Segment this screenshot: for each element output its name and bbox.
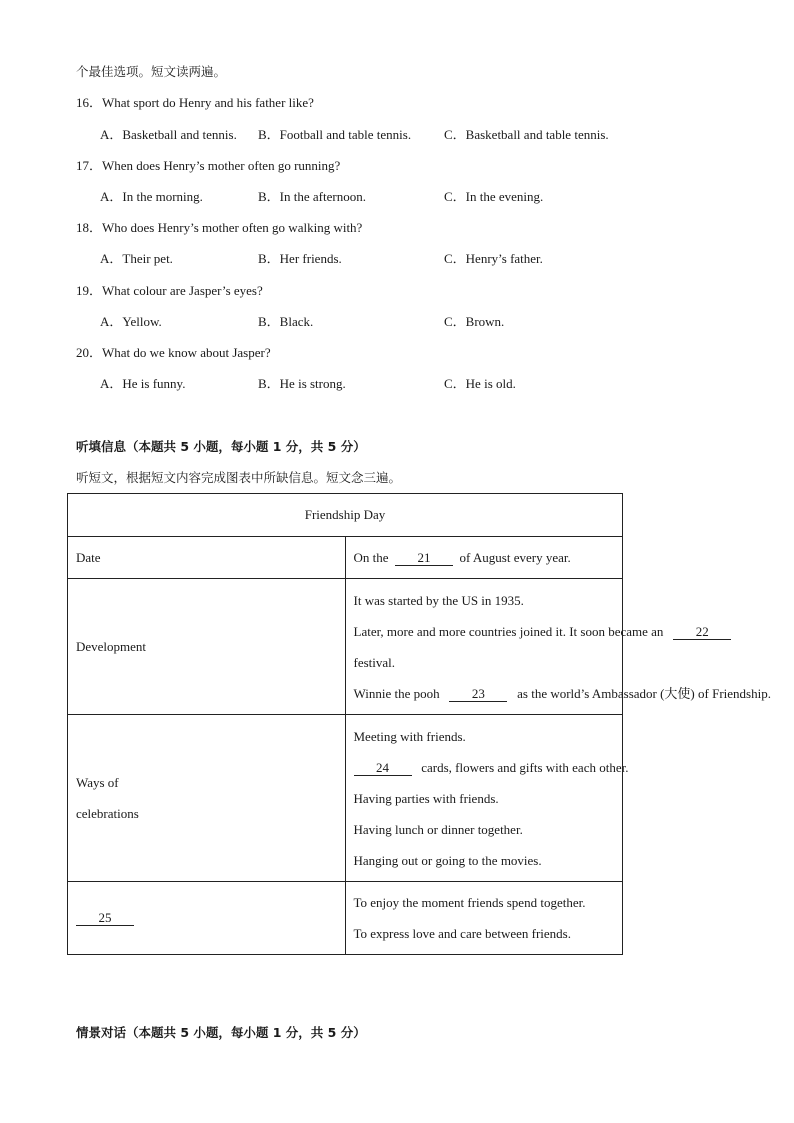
- question-number: 20．: [76, 345, 103, 360]
- row-value-reasons: To enjoy the moment friends spend together. To express love and care between friends.: [345, 882, 623, 955]
- section-heading-dialogue: 情景对话（本题共 5 小题，每小题 1 分，共 5 分）: [76, 1025, 366, 1040]
- question-text: What sport do Henry and his father like?: [102, 95, 314, 110]
- option-16b: B．Football and table tennis.: [258, 127, 412, 142]
- row-label-blank-25: [68, 882, 346, 955]
- question-20: [76, 345, 271, 361]
- option-18c: C．Henry’s father.: [444, 251, 543, 266]
- option-18b: B．Her friends.: [258, 251, 342, 266]
- row-label-ways: Ways of celebrations: [68, 715, 346, 882]
- option-20c: C．He is old.: [444, 376, 516, 391]
- blank-24[interactable]: 24: [354, 761, 412, 776]
- friendship-day-table: [67, 493, 771, 955]
- blank-22[interactable]: 22: [673, 625, 731, 640]
- table-row: [68, 882, 623, 955]
- row-value-date: On the 21 of August every year.: [345, 537, 623, 579]
- question-16: [76, 95, 314, 111]
- row-label-date: Date: [68, 537, 346, 579]
- question-number: 19．: [76, 283, 103, 298]
- intro-tail: 个最佳选项。短文读两遍。: [76, 64, 227, 79]
- question-text: When does Henry’s mother often go running?: [102, 158, 341, 173]
- table-row: [68, 494, 623, 537]
- row-label-development: Development: [68, 579, 346, 715]
- question-17: [76, 158, 340, 174]
- option-20b: B．He is strong.: [258, 376, 346, 391]
- option-19b: B．Black.: [258, 314, 314, 329]
- question-number: 16．: [76, 95, 103, 110]
- blank-23[interactable]: 23: [449, 687, 507, 702]
- option-19a: A．Yellow.: [100, 314, 162, 329]
- option-18a: A．Their pet.: [100, 251, 173, 266]
- question-number: 17．: [76, 158, 103, 173]
- table-row: [68, 715, 623, 882]
- question-text: What colour are Jasper’s eyes?: [102, 283, 263, 298]
- question-19: [76, 283, 263, 299]
- table-row: [68, 537, 623, 579]
- section-heading-listen-fill: 听填信息（本题共 5 小题，每小题 1 分，共 5 分）: [76, 439, 366, 454]
- table-row: [68, 579, 623, 715]
- blank-25[interactable]: 25: [76, 911, 134, 926]
- section-instruction: 听短文，根据短文内容完成图表中所缺信息。短文念三遍。: [76, 470, 402, 485]
- row-value-development: It was started by the US in 1935. Later, more and more countries joined it. It soon became an 22 festival. Winnie the pooh 23 as the world’s Ambassador (大使) of Friendship.: [345, 579, 623, 715]
- row-value-ways: Meeting with friends. 24 cards, flowers and gifts with each other. Having parties with friends. Having lunch or dinner together. Hanging out or going to the movies.: [345, 715, 623, 882]
- option-16c: C．Basketball and table tennis.: [444, 127, 609, 142]
- option-19c: C．Brown.: [444, 314, 505, 329]
- option-20a: A．He is funny.: [100, 376, 186, 391]
- option-17c: C．In the evening.: [444, 189, 544, 204]
- option-16a: A．Basketball and tennis.: [100, 127, 237, 142]
- question-text: Who does Henry’s mother often go walking with?: [102, 220, 363, 235]
- blank-21[interactable]: 21: [395, 551, 453, 566]
- option-17b: B．In the afternoon.: [258, 189, 366, 204]
- question-number: 18．: [76, 220, 103, 235]
- table-title: Friendship Day: [68, 494, 623, 537]
- question-18: [76, 220, 362, 236]
- question-text: What do we know about Jasper?: [102, 345, 271, 360]
- option-17a: A．In the morning.: [100, 189, 203, 204]
